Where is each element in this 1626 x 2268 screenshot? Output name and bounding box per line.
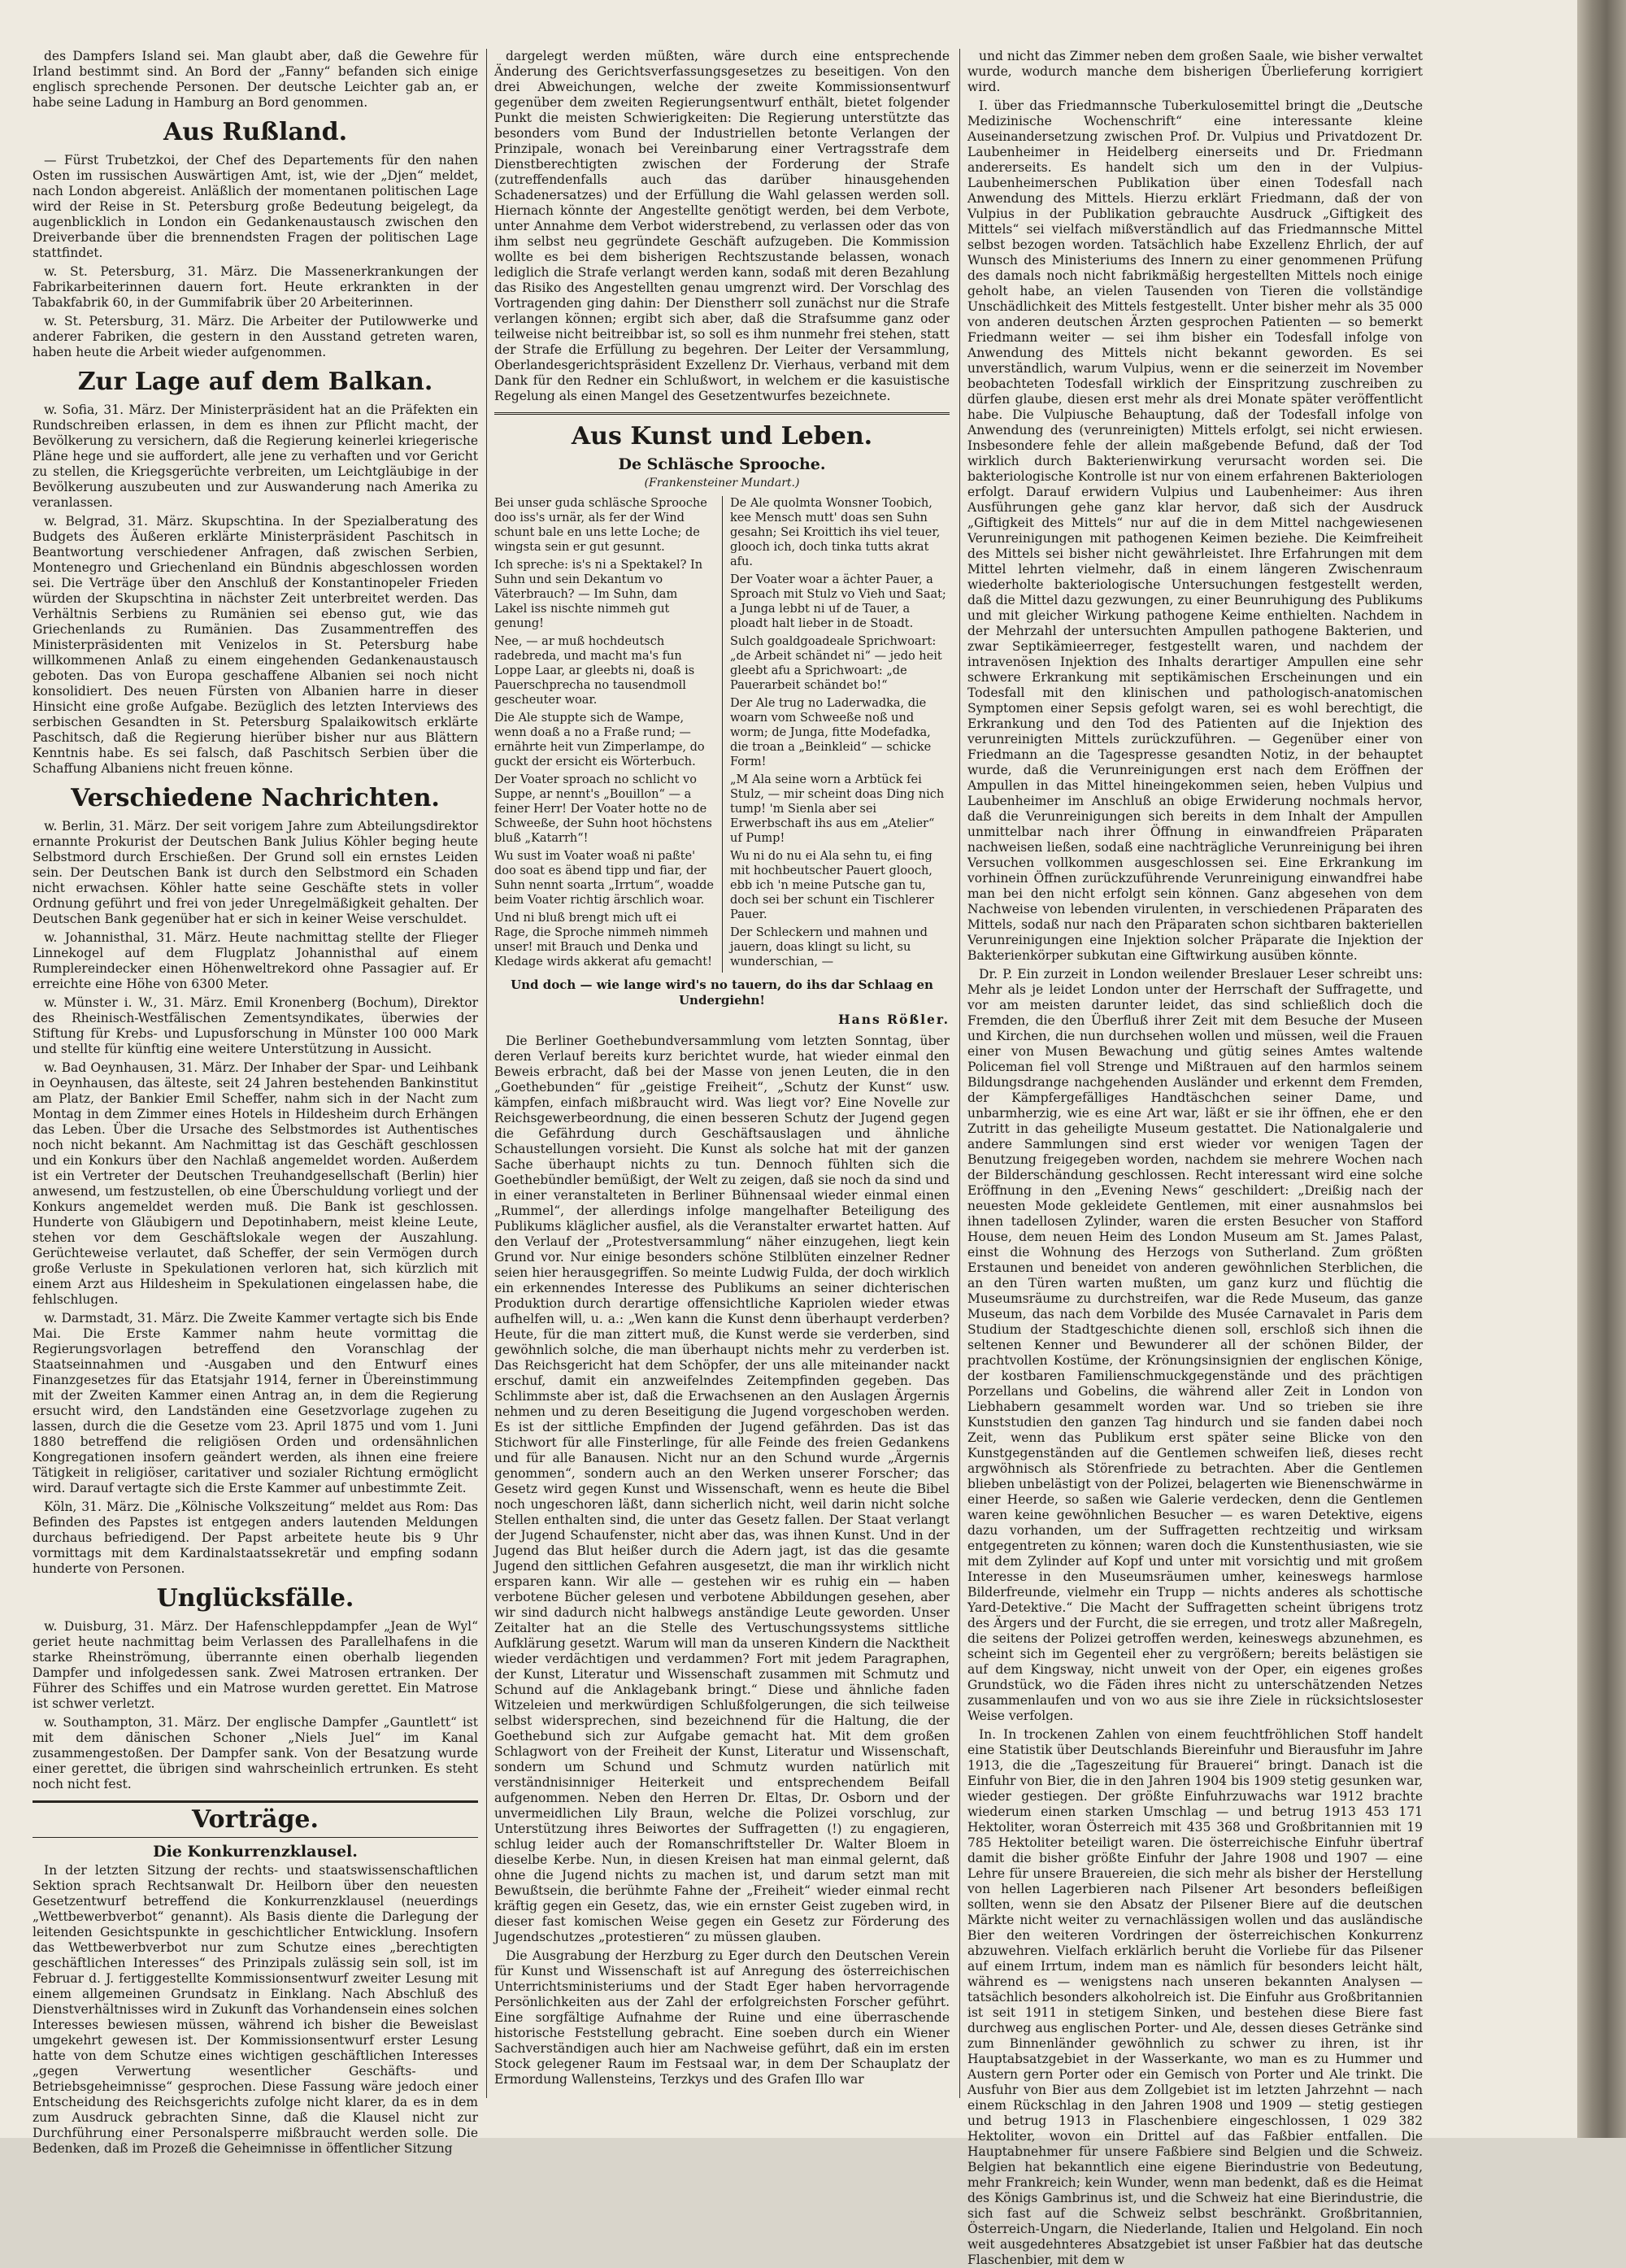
article-body: Die Berliner Goethebundversammlung vom letzten Sonntag, über deren Verlauf bereits kurz berichtet wurde, hat wieder einmal den Beweis erbracht, daß bei der Masse von jenen Leuten, die in den „Goethebunden“ für „geistige Freiheit“, „Schutz der Kunst“ usw. kämpfen, einfach mißbraucht wird. Was liegt vor? Eine Novelle zur Reichsgewerbeordnung, die einen besseren Schutz der Jugend gegen die Gefährdung durch Geschäftsauslagen und ähnliche Schaustellungen vorsieht. Die Kunst als solche hat mit der ganzen Sache überhaupt nichts zu tun. Dennoch fühlten sich die Goethebündler bemüßigt, der Welt zu zeigen, daß sie noch da sind und in einer veranstalteten in Berliner Bühnensaal wieder einmal einen „Rummel“, der allerdings infolge mangelhafter Beteiligung des Publikums kläglicher ausfiel, als die Veranstalter erwartet hatten. Auf den Verlauf der „Protestversammlung“ näher einzugehen, liegt kein Grund vor. Nur einige besonders schöne Stilblüten einzelner Redner seien hier herausgegriffen. So meinte Ludwig Fulda, der doch wirklich ein erkennendes Interesse des Publikums an seiner dichterischen Produktion durch derartige offensichtliche Kapriolen wieder etwas aufhelfen will, u. a.: „Wen kann die Kunst denn überhaupt verderben? Heute, für die man zittert muß, die Kunst werde sie verderben, sind gewöhnlich solche, die man überhaupt nichts mehr zu verderben ist. Das Reichsgericht hat dem Schöpfer, der uns alle miteinander nackt erschuf, damit ein anzweifelndes Zeitempfinden gegeben. Das Schlimmste aber ist, daß die Erwachsenen an den Auslagen Ärgernis nehmen und zu deren Beseitigung die Jugend vorgeschoben werden. Es ist der sittliche Empfinden der Jugend gefährden. Das ist das Stichwort für alle Finsterlinge, für alle Feinde des freien Gedankens und für alle Banausen. Nicht nur an den Schund wurde „Ärgernis genommen“, sondern auch an den Werken unserer Forscher; das Gesetz wird gegen Kunst und Wissenschaft, wenn es heute die Bibel noch ungeschoren läßt, dann sicherlich nicht, weil darin nicht solche Stellen enthalten sind, die unter das Gesetz fallen. Der Staat verlangt der Jugend Schaufenster, nicht aber das, was ihnen Kunst. Und in der Jugend das Blut heißer durch die Adern jagt, ist das die gesamte Jugend den sittlichen Gefahren ausgesetzt, die man ihr wirklich nicht ersparen kann. Wir alle — gestehen wir es ruhig ein — haben verbotene Bücher gelesen und verbotene Abbildungen gesehen, aber wir sind dadurch nicht halbwegs anständige Leute geworden. Unser Zeitalter hat an die Stelle des Vertuschungssystems sittliche Aufklärung gesetzt. Warum will man da unseren Kindern die Nacktheit wieder verdächtigen und verdammen? Fort mit jedem Paragraphen, der Kunst, Literatur und Wissenschaft zusammen mit Schmutz und Schund auf die Anklagebank bringt.“ Diese und ähnliche faden Witzeleien und merkwürdigen Schlußfolgerungen, die sich teilweise selbst widersprechen, sind bezeichnend für die Haltung, die der Goethebund sich zur Aufgabe gemacht hat. Mit dem großen Schlagwort von der Freiheit der Kunst, Literatur und Wissenschaft, sondern um Schund und Schmutz wurden natürlich mit verständnisinniger Heiterkeit und entsprechendem Beifall aufgenommen. Neben den Herren Dr. Eltas, Dr. Osborn und der unvermeidlichen Lily Braun, welche die Polizei vorschlug, zur Unterstützung ihres Beiwortes der Suffragetten (!) zu engagieren, schlug leider auch der Romanschriftsteller Dr. Walter Bloem in dieselbe Kerbe. Nun, in diesen Kreisen hat man einmal gelernt, daß ohne die Jugend nichts zu machen ist, und darum setzt man mit Bewußtsein, die berühmte Fahne der „Freiheit“ wieder einmal recht kräftig gegen ein Gesetz, das, wie ein ernster Geist zugeben wird, in dieser fast komischen Weise gegen ein Gesetz zur Förderung des Jugendschutzes „protestieren“ zu müssen glauben. (494, 1034, 950, 1944)
article-subheading: Die Konkurrenzklausel. (153, 1843, 358, 1861)
news-item: w. Southampton, 31. März. Der englische Dampfer „Gauntlett“ ist mit dem dänischen Schoner „Niels Juel“ im Kanal zusammengestoßen. Der Dampfer sank. Von der Besatzung wurde einer gerettet, die übrigen sind wahrscheinlich ertrunken. Es steht noch nicht fest. (33, 1715, 478, 1791)
poem-closing: Und doch — wie lange wird's no tauern, do ihs dar Schlaag en Undergiehn! (511, 977, 933, 1008)
news-item: w. St. Petersburg, 31. März. Die Arbeiter der Putilowwerke und anderer Fabriken, die gestern in den Ausstand getreten waren, haben heute die Arbeit wieder aufgenommen. (33, 314, 478, 359)
poem-stanza: Der Voater sproach no schlicht vo Suppe, ar nennt's „Bouillon“ — a feiner Herr! Der Voater hotte no de Schweeße, der Suhn hoot höchstens bluß „Katarrh“! (494, 773, 712, 845)
news-item: w. Berlin, 31. März. Der seit vorigem Jahre zum Abteilungsdirektor ernannte Prokurist der Deutschen Bank Julius Köhler beging heute Selbstmord durch Erschießen. Der Grund soll ein ernstes Leiden sein. Der Deutschen Bank ist durch den Selbstmord ein Schaden nicht erwachsen. Köhler hatte seine Geschäfte stets in voller Ordnung geführt und frei von jeder Unregelmäßigkeit gehalten. Der Deutschen Bank gegenüber hat er sich in keiner Weise verschuldet. (33, 819, 478, 926)
news-item: Köln, 31. März. Die „Kölnische Volkszeitung“ meldet aus Rom: Das Befinden des Papstes ist entgegen anders lautenden Meldungen durchaus befriedigend. Der Papst arbeitete heute bis 9 Uhr vormittags mit dem Kardinalstaatssekretär und empfing sodann hunderte von Personen. (33, 1500, 478, 1576)
article-continuation: dargelegt werden müßten, wäre durch eine entsprechende Änderung des Gerichtsverfassungsgesetzes zu beseitigen. Von den drei Abweichungen, welche der zweite Kommissionsentwurf gegenüber dem zweiten Regierungsentwurf enthält, bietet folgender Punkt die meisten Schwierigkeiten: Die Regierung unterstützte das besonders vom Bund der Industriellen betonte Verlangen der Prinzipale, wonach bei Vereinbarung einer Vertragsstrafe dem Dienstberechtigten zwischen der Forderung der Strafe (zutreffendenfalls auch das darüber hinausgehenden Schadenersatzes) und der Erfüllung die Wahl gelassen werden soll. Hiernach könnte der Angestellte genötigt werden, bei dem Verbote, unter Annahme dem Verbot widerstrebend, zu verlassen oder das von ihm selbst neu gegründete Geschäft aufzugeben. Die Kommission wollte es bei dem bisherigen Rechtszustande belassen, wonach lediglich die Strafe verlangt werden kann, sodaß mit deren Bezahlung das Risiko des Angestellten genau umgrenzt wird. Der Vorschlag des Vortragenden ging dahin: Der Dienstherr soll zunächst nur die Strafe verlangen können; ergibt sich aber, daß die Strafsumme ganz oder teilweise nicht beitreibbar ist, so soll es ihm nunmehr frei stehen, statt der Strafe die Erfüllung zu begehren. Der Leiter der Versammlung, Oberlandesgerichtspräsident Exzellenz Dr. Vierhaus, verband mit dem Dank für den Redner ein Schlußwort, in welchem er die kasuistische Regelung als einen Mangel des Gesetzentwurfes bezeichnete. (494, 49, 950, 403)
poem-title: De Schläsche Sprooche. (618, 455, 826, 473)
poem-stanza: Wu ni do nu ei Ala sehn tu, ei fing mit hochbeutscher Pauert glooch, ebb ich 'n meine Putsche gan tu, doch sei ber schunt ein Tischlerer Pauer. (730, 850, 934, 921)
section-heading-unglueck: Unglücksfälle. (156, 1584, 354, 1613)
section-heading-nachrichten: Verschiedene Nachrichten. (71, 784, 440, 812)
book-binding-edge (1577, 0, 1626, 2138)
article-body: I. über das Friedmannsche Tuberkulosemittel bringt die „Deutsche Medizinische Wochenschrift“ eine interessante kleine Auseinandersetzung zwischen Prof. Dr. Vulpius und Privatdozent Dr. Laubenheimer in Heidelberg einerseits und Dr. Friedmann andererseits. Es handelt sich um den in der Vulpius-Laubenheimerschen Publikation über einen Todesfall nach Anwendung des Mittels. Hierzu erklärt Friedmann, daß der von Vulpius in der Publikation gebrauchte Ausdruck „Giftigkeit des Mittels“ sei vielfach mißverständlich auf das Friedmannsche Mittel selbst bezogen worden. Tatsächlich habe Exzellenz Ehrlich, der auf Wunsch des Ministeriums des Innern zu einer genommenen Prüfung des damals noch nicht fabrikmäßig hergestellten Mittels noch einige geholt habe, an vielen Tausenden von Tieren die vollständige Unschädlichkeit des Mittels festgestellt. Unter bisher mehr als 35 000 von anderen deutschen Ärzten gesprochen Patienten — so bemerkt Friedmann weiter — sei ihm bisher ein Todesfall infolge von Anwendung des Mittels nicht bekannt geworden. Es sei unverständlich, warum Vulpius, wenn er die seinerzeit im November beobachteten Todesfall wirklich der Einspritzung zuschreiben zu dürfen glaube, diesen erst mehr als drei Monate später veröffentlicht habe. Die Vulpiusche Behauptung, daß der Todesfall infolge von Anwendung des (verunreinigten) Mittels erfolgt, sei nicht erwiesen. Insbesondere fehle der allein maßgebende Befund, daß der Tod wirklich durch Bakterienwirkung verursacht worden sei. Die bakteriologische Kontrolle ist nur von einem erfahrenen Bakteriologen erfolgt. Darauf erwidern Vulpius und Laubenheimer: Aus ihren Ausführungen gehe ganz klar hervor, daß sich der Ausdruck „Giftigkeit des Mittels“ nur auf die in dem Mittel nachgewiesenen Verunreinigungen mit pathogenen Keimen beziehe. Die Keimfreiheit des Mittels sei bisher nicht gewährleistet. Ihre Erfahrungen mit dem Mittel lehrten vielmehr, daß in einem längeren Zwischenraum wiederholte bakteriologische Untersuchungen festgestellt werden, daß die Mittel dazu gezwungen, zu einer Beunruhigung des Publikums und mit gleicher Wirkung pathogene Keime enthielten. Nachdem in der Mehrzahl der untersuchten Ampullen pathogene Bakterien, und zwar Septikämieerreger, festgestellt waren, und nachdem der intravenösen Injektion des Inhalts derartiger Ampullen eine sehr schwere Erkrankung mit septikämischen Erscheinungen und ein Todesfall mit den klinischen und pathologisch-anatomischen Symptomen einer Sepsis gefolgt waren, sei es wohl berechtigt, die Erkrankung und den Tod des Patienten auf die Injektion des verunreinigten Mittels zurückzuführen. — Gegenüber einer von Friedmann an die Tagespresse gesandten Notiz, in der behauptet wurde, daß die Verunreinigungen erst nach dem Eröffnen der Ampullen in das Mittel hineingekommen seien, heben Vulpius und Laubenheimer im Anschluß an obige Erwiderung nochmals hervor, daß die Verunreinigungen sich bereits in dem Inhalt der Ampullen unmittelbar nach ihrer Öffnung in einwandfreien Präparaten nachweisen ließen, sodaß eine nachträgliche Verunreinigung bei ihren Versuchen vollkommen ausgeschlossen sei. Eine Erkrankung im vorhinein Öffnen zurückzuführende Verunreinigung einwandfrei habe man bei den nicht erfolgt sein können. Ganz abgesehen von dem Nachweise von lebenden virulenten, in verschiedenen Präparaten des Mittels, sodaß nur nach den Präparaten schon sichtbaren bakteriellen Verunreinigungen eine Injektion solcher Präparate die Injektion der Bakterienkörper subkutan eine Giftwirkung ausüben könnte. (967, 98, 1423, 963)
news-item: w. Münster i. W., 31. März. Emil Kronenberg (Bochum), Direktor des Rheinisch-Westfälischen Zementsyndikates, überwies der Stiftung für Krebs- und Lupusforschung in Münster 100 000 Mark und stellte für künftig eine weitere Unterstützung in Aussicht. (33, 995, 478, 1056)
poem-stanza: Der Schleckern und mahnen und jauern, doas klingt su licht, su wunderschian, — (730, 926, 928, 969)
column-middle (494, 49, 950, 2114)
poem-body (494, 496, 950, 973)
poem-stanza: Ich spreche: is's ni a Spektakel? In Suhn und sein Dekantum vo Väterbrauch? — Im Suhn, dam Lakel iss nischte nimmeh gut genung! (494, 559, 703, 630)
article-continuation: und nicht das Zimmer neben dem großen Saale, wie bisher verwaltet wurde, wodurch manche dem bisherigen Überlieferung korrigiert wird. (967, 49, 1423, 94)
poem-stanza: Die Ale stuppte sich de Wampe, wenn doaß a no a Fraße rund; — ernährte heit vun Zimperlampe, do guckt der ersicht eis Wörterbuch. (494, 712, 705, 768)
article-body: Die Ausgrabung der Herzburg zu Eger durch den Deutschen Verein für Kunst und Wissenschaft ist auf Anregung des österreichischen Unterrichtsministeriums und der Stadt Eger haben hervorragende Persönlichkeiten aus der Zahl der erfolgreichsten Forscher geführt. Eine sorgfältige Aufnahme der Ruine und eine überraschende historische Feststellung gebracht. Eine soeben durch ein Wiener Sachverständigen auch hier am Nachweise geführt, daß ein im ersten Stock gelegener Raum im Festsaal war, in dem Der Schauplatz der Ermordung Wallensteins, Terzkys und des Grafen Illo war (494, 1948, 950, 2087)
section-heading-vortraege: Vorträge. (192, 1805, 319, 1834)
column-rule (486, 49, 487, 2098)
column-right (967, 49, 1423, 2267)
poem-stanza: Und ni bluß brengt mich uft ei Rage, die Sproche nimmeh nimmeh unser! mit Brauch und Denka und Kledage wirds akkerat afu gemacht! (494, 912, 712, 969)
article-body: Dr. P. Ein zurzeit in London weilender Breslauer Leser schreibt uns: Mehr als je leidet London unter der Herrschaft der Suffragette, und vor am meisten darunter leidet, das sind schließlich doch die Fremden, die den Überfluß ihrer Zeit mit dem Besuche der Museen und Kirchen, die nun durchsehen wollen und müssen, weil die Frauen einer von Musen Bewachung und gütig seines Amtes waltende Policeman fiel voll Strenge und Mißtrauen auf den harmlos seinem Bildungsdrange nachgehenden Ausländer und erkennt dem Fremden, der Kämpfergefälliges Handtäschchen seiner Dame, und unbarmherzig, wie es eine Art war, läßt er sie ihr öffnen, ehe er den Zutritt in das geheiligte Museum gestattet. Die Nationalgalerie und andere Sammlungen sind erst wieder vor wenigen Tagen der Benutzung freigegeben worden, nachdem sie mehrere Wochen nach der Bilderschändung geschlossen. Recht interessant wird eine solche Eröffnung in den „Evening News“ geschildert: „Dreißig nach der neuesten Mode gekleidete Gentlemen, mit einer ausnahmslos bei ihnen tadellosen Zylinder, waren die ersten Besucher von Stafford House, dem neuen Heim des London Museum am St. James Palast, einst die Wohnung des Herzogs von Sutherland. Zum größten Erstaunen und beneidet von anderen gewöhnlichen Sterblichen, die an den Türen warten mußten, um ganz kurz und flüchtig die Museumsräume zu durchstreifen, war die Rede Museum, das ganze Museum, das nach dem Vorbilde des Musée Carnavalet in Paris dem Studium der Stadtgeschichte dienen soll, erschloß sich ihnen die seltenen Kenner und Bewunderer all der schönen Bilder, der prachtvollen Kostüme, der Krönungsinsignien der englischen Könige, der kostbaren Familienschmuckgegenstände und des prächtigen Porzellans und Gobelins, die während aller Zeit in London von Liebhabern gesammelt worden war. Und so trieben sie ihre Kunststudien den ganzen Tag hindurch und sie fanden dabei noch Zeit, wenn das Publikum erst später seine Blicke von den Kunstgegenständen auf die Gentlemen schweifen ließ, dieses recht argwöhnisch als Störenfriede zu betrachten. Aber die Gentlemen blieben unbelästigt von der Polizei, belagerten wie Bienenschwärme in einer Heerde, so saßen wie Galerie verdecken, denn die Gentlemen waren keine gewöhnlichen Besucher — es waren Detektive, eigens dazu vorhanden, um der Suffragetten rechtzeitig und wirksam entgegentreten zu können; waren doch die Kunstenthusiasten, wie sie mit dem Zylinder auf Kopf und unter mit vorsichtig und mit großem Interesse in den Museumsräumen umher, keineswegs harmlose Bilderfreunde, vielmehr ein Trupp — nichts anderes als schottische Yard-Detektive.“ Die Macht der Suffragetten scheint übrigens trotz des Ärgers und der Furcht, die sie erregen, und trotz aller Maßregeln, die seitens der Polizei getroffen werden, keineswegs abzunehmen, es scheint sich im Gegenteil eher zu vergrößern; bereits belästigen sie auf dem Kingsway, nicht unweit von der Oper, ein eigenes großes Grundstück, wo die Fäden ihres nicht zu unterschätzenden Netzes zusammenlaufen und von wo aus sie ihre Ziele in rücksichtslosester Weise verfolgen. (967, 967, 1423, 1723)
poem-stanza: „M Ala seine worn a Arbtück fei Stulz, — mir scheint doas Ding nich tump! 'm Sienla aber sei Erwerbschaft ihs aus em „Atelier“ uf Pump! (730, 773, 945, 845)
section-heading-kunst: Aus Kunst und Leben. (571, 422, 873, 451)
section-box-vortraege (33, 1800, 478, 1838)
news-item: w. Duisburg, 31. März. Der Hafenschleppdampfer „Jean de Wyl“ geriet heute nachmittag beim Verlassen des Parallelhafens in die starke Rheinströmung, überrannte einen oberhalb liegenden Dampfer und infolgedessen sank. Zwei Matrosen ertranken. Der Führer des Schiffes und ein Matrose wurden gerettet. Ein Matrose ist schwer verletzt. (33, 1619, 478, 1711)
article-body: In der letzten Sitzung der rechts- und staatswissenschaftlichen Sektion sprach Rechtsanwalt Dr. Heilborn über den neuesten Gesetzentwurf betreffend die Konkurrenzklausel (neuerdings „Wettbewerbverbot“ genannt). Als Basis diente die Darlegung der leitenden Gesichtspunkte in geschichtlicher Entwicklung. Insofern das Wettbewerbverbot nur zum Schutze eines „berechtigten geschäftlichen Interesses“ des Prinzipals zulässig sein soll, ist im Februar d. J. fertiggestellte Kommissionsentwurf zweiter Lesung mit einem allgemeinen Grundsatz in Einklang. Nach Abschluß des Dienstverhältnisses wird in Zukunft das Vorhandensein eines solchen Interesses bewiesen müssen, während ich bisher die Beweislast umgekehrt gewesen ist. Der Kommissionsentwurf erster Lesung hatte von dem Schutze eines wichtigen geschäftlichen Interesses „gegen Verwertung wesentlicher Geschäfts- und Betriebsgeheimnisse“ gesprochen. Diese Fassung wäre jedoch einer Entscheidung des Reichsgerichts zufolge nicht klarer, da es in dem zum Ausdruck gebrachten Sinne, daß die Klausel nicht zur Durchführung einer Personalsperre mißbraucht werden solle. Die Bedenken, daß im Prozeß die Geheimnisse in öffentlicher Sitzung (33, 1863, 478, 2156)
news-item: w. St. Petersburg, 31. März. Die Massenerkrankungen der Fabrikarbeiterinnen dauern fort. Heute erkrankten in der Tabakfabrik 60, in der Gummifabrik über 20 Arbeiterinnen. (33, 264, 478, 310)
news-item: w. Sofia, 31. März. Der Ministerpräsident hat an die Präfekten ein Rundschreiben erlassen, in dem es ihnen zur Pflicht macht, der Bevölkerung zu versichern, daß die Regierung keinerlei kriegerische Pläne hege und sie auffordert, alle jene zu verhaften und vor Gericht zu stellen, die Kriegsgerüchte verbreiten, um Leichtgläubige in der Bevölkerung auszubeuten und zur Auswanderung nach Amerika zu veranlassen. (33, 403, 478, 510)
feuilleton-rule (494, 412, 950, 415)
poem-stanza: Nee, — ar muß hochdeutsch radebreda, und macht ma's fun Loppe Laar, ar gleebts ni, doaß is Pauerschprecha no tausendmoll gescheuter woar. (494, 635, 695, 707)
poem-stanza: Sulch goaldgoadeale Sprichwoart: „de Arbeit schändet ni“ — jedo heit gleebt afu a Sprichwoart: „de Pauerarbeit schändet bo!“ (730, 635, 942, 692)
news-item: w. Bad Oeynhausen, 31. März. Der Inhaber der Spar- und Leihbank in Oeynhausen, das älteste, seit 24 Jahren bestehenden Bankinstitut am Platz, der Bankier Emil Scheffer, nahm sich in der Nacht zum Montag in dem Zimmer eines Hotels in Hildesheim durch Erhängen das Leben. Über die Ursache des Selbstmordes ist Authentisches noch nicht bekannt. Am Nachmittag ist das Geschäft geschlossen und ein Konkurs über den Nachlaß angemeldet worden. Außerdem ist ein Vertreter der Deutschen Treuhandgesellschaft (Berlin) hier anwesend, um festzustellen, ob eine Überschuldung vorliegt und der Konkurs angemeldet werden muß. Die Bank ist geschlossen. Hunderte von Gläubigern und Depotinhabern, meist kleine Leute, stehen vor dem Geschäftslokale wegen der Auszahlung. Gerüchteweise verlautet, daß Scheffer, der sein Vermögen durch große Verluste in Spekulationen verloren hat, sich kürzlich mit einem Arzt aus Hildesheim in Spekulationen eingelassen habe, die fehlschlugen. (33, 1060, 478, 1307)
news-item: w. Darmstadt, 31. März. Die Zweite Kammer vertagte sich bis Ende Mai. Die Erste Kammer nahm heute vormittag die Regierungsvorlagen betreffend den Voranschlag der Staatseinnahmen und -Ausgaben und den Entwurf eines Finanzgesetzes für das Etatsjahr 1914, ferner in Übereinstimmung mit der Zweiten Kammer einen Antrag an, in dem die Regierung ersucht wird, den Landständen eine Gesetzvorlage zugehen zu lassen, durch die die Gesetze vom 23. April 1875 und vom 1. Juni 1880 betreffend die religiösen Orden und ordensähnlichen Kongregationen insofern geändert werden, als ihnen eine freiere Tätigkeit in religiöser, caritativer und sozialer Richtung ermöglicht wird. Darauf vertagte sich die Erste Kammer auf unbestimmte Zeit. (33, 1311, 478, 1495)
column-rule (959, 49, 960, 2098)
poem-subtitle: (Frankensteiner Mundart.) (644, 477, 800, 490)
poem-stanza: Wu sust im Voater woaß ni paßte' doo soat es äbend tipp und fiar, der Suhn nennt soarta „Irrtum“, woadde beim Voater richtig ärschlich woar. (494, 850, 714, 907)
article-body: In. In trockenen Zahlen von einem feuchtfröhlichen Stoff handelt eine Statistik über Deutschlands Biereinfuhr und Bierausfuhr im Jahre 1913, die die „Tageszeitung für Brauerei“ bringt. Danach ist die Einfuhr von Bier, die in den Jahren 1904 bis 1909 stetig gesunken war, wieder gestiegen. Der größte Einfuhrzuwachs war 1912 brachte wiederum einen starken Umschlag — und betrug 1913 453 171 Hektoliter, woran Österreich mit 435 368 und Großbritannien mit 19 785 Hektoliter beteiligt waren. Die österreichische Einfuhr übertraf damit die bisher größte Einfuhr der Jahre 1908 und 1907 — eine Lehre für unsere Brauereien, die sich mehr als bisher der Herstellung von hellen Lagerbieren nach Pilsener Art besonders befleißigen sollten, wenn sie den Absatz der Pilsener Biere auf die deutschen Märkte nicht weiter zu vernachlässigen wollen und das ausländische Bier den weiteren Vordringen der österreichischen Konkurrenz abzuwehren. Vielfach erklärlich beruht die Vorliebe für das Pilsener auf einem Irrtum, indem man es nämlich für besonders leicht hält, während es — wenigstens nach unseren bekannten Analysen — tatsächlich besonders alkoholreich ist. Die Einfuhr aus Großbritannien ist seit 1911 in stetigem Sinken, und bestehen diese Biere fast durchweg aus englischen Porter- und Ale, dessen dieses Getränke sind zum Binnenländer gewöhnlich zu schwer zu ihren, ist ihr Hauptabsatzgebiet in der Wasserkante, wo man es zu Hummer und Austern gern Porter oder ein Gemisch von Porter und Ale trinkt. Die Ausfuhr von Bier aus dem Zollgebiet ist im letzten Jahrzehnt — nach einem Rückschlag in den Jahren 1908 und 1909 — stetig gestiegen und betrug 1913 in Flaschenbiere eingeschlossen, 1 029 382 Hektoliter, wovon ein Drittel auf das Faßbier entfallen. Die Hauptabnehmer für unsere Faßbiere sind Belgien und die Schweiz. Belgien hat bekanntlich eine eigene Bierindustrie von Bedeutung, mehr Frankreich; kein Wunder, wenn man bedenkt, daß es die Heimat des Königs Gambrinus ist, und die Schweiz hat eine Bierindustrie, die sich fast auf die Schweiz selbst beschränkt. Großbritannien, Österreich-Ungarn, die Niederlande, Italien und Helgoland. Ein noch weit ausgedehnteres Absatzgebiet ist unser Faßbier hat das deutsche Flaschenbier, mit dem w (967, 1727, 1423, 2267)
column-left (33, 49, 478, 2156)
poem-stanza: Bei unser guda schläsche Sprooche doo iss's urnär, als fer der Wind schunt bale en uns lette Loche; de wingsta sein er gut gesunnt. (494, 497, 707, 554)
poem-stanza: De Ale quolmta Wonsner Toobich, kee Mensch mutt' doas sen Suhn gesahn; Sei Kroittich ihs viel teuer, glooch ich, doch tinka tutts akrat afu. (730, 497, 941, 568)
section-heading-balkan: Zur Lage auf dem Balkan. (77, 368, 433, 396)
author-signature: Hans Rößler. (838, 1012, 950, 1027)
poem-stanza: Der Voater woar a ächter Pauer, a Sproach mit Stulz vo Vieh und Saat; a Junga lebbt ni uf de Tauer, a ploadt halt lieber in de Stoadt. (730, 573, 946, 630)
poem-stanza: Der Ale trug no Laderwadka, die woarn vom Schweeße noß und worm; de Junga, fitte Modefadka, die troan a „Beinkleid“ — schicke Form! (730, 697, 932, 768)
news-item: — Fürst Trubetzkoi, der Chef des Departements für den nahen Osten im russischen Auswärtigen Amt, ist, wie der „Djen“ meldet, nach London abgereist. Anläßlich der momentanen politischen Lage wird der Reise in St. Petersburg große Bedeutung beigelegt, da augenblicklich in London ein Gedankenaustausch zwischen den Dreiverbande über die brennendsten Fragen der politischen Lage stattfindet. (33, 153, 478, 260)
section-heading-russland: Aus Rußland. (163, 118, 348, 146)
news-item: w. Johannisthal, 31. März. Heute nachmittag stellte der Flieger Linnekogel auf dem Flugplatz Johannisthal auf einem Rumplereindecker einen Höhenweltrekord ohne Passagier auf. Er erreichte eine Höhe von 6300 Meter. (33, 930, 478, 991)
news-item: w. Belgrad, 31. März. Skupschtina. In der Spezialberatung des Budgets des Äußeren erklärte Ministerpräsident Paschitsch in Beantwortung verschiedener Anfragen, daß zwischen Serbien, Montenegro und Griechenland ein Bündnis abgeschlossen worden sei. Die Verträge über den Anschluß der Konstantinopeler Frieden würden der Skupschtina in nächster Zeit unterbreitet werden. Das Verhältnis Serbiens zu Rumänien sei ebenso gut, wie das Griechenlands zu Rumänien. Das Zusammentreffen des Ministerpräsidenten mit Venizelos in St. Petersburg habe willkommenen Anlaß zu einem eingehenden Gedankenaustausch geboten. Das von Europa geschaffene Albanien sei noch nicht konsolidiert. Des neuen Fürsten von Albanien harre in dieser Hinsicht eine große Aufgabe. Bezüglich des letzten Interviews des serbischen Gesandten in St. Petersburg Spalaikowitsch erklärte Paschitsch, daß die Regierung hierüber bisher nur aus Blättern Kenntnis habe. Es sei falsch, daß Paschitsch Serbien über die Schaffung Albaniens nicht freuen könne. (33, 514, 478, 776)
article-continuation: des Dampfers Island sei. Man glaubt aber, daß die Gewehre für Irland bestimmt sind. An Bord der „Fanny“ befanden sich einige englisch sprechende Personen. Der deutsche Leichter gab an, er habe seine Ladung in Hamburg an Bord genommen. (33, 49, 478, 110)
